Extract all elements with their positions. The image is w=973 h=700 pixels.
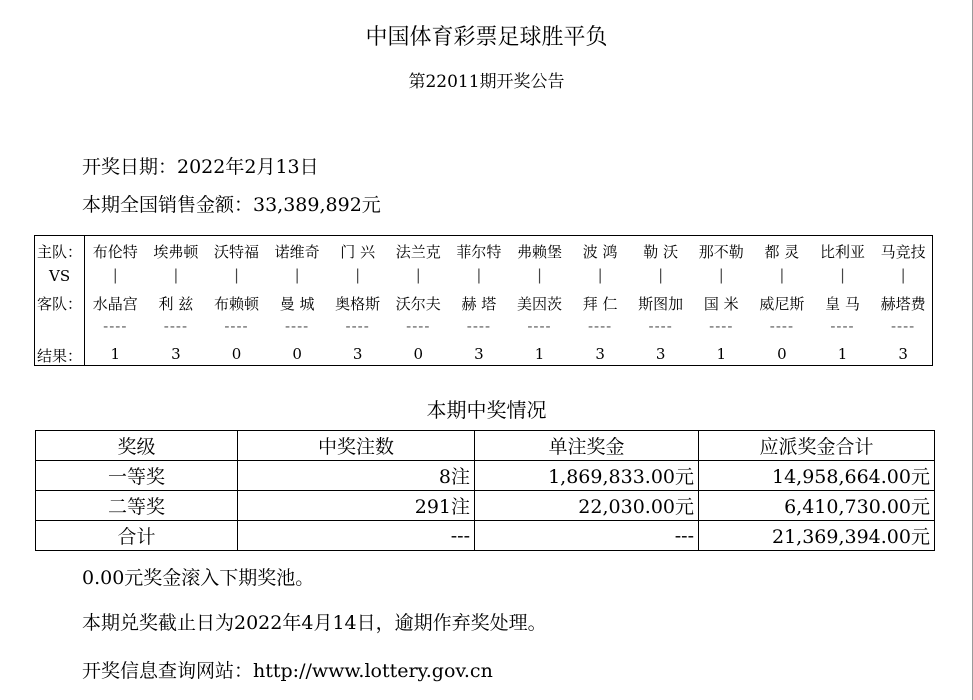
home-team: 波 鸿 (582, 243, 618, 261)
match-result: 3 (352, 345, 363, 363)
away-team: 水晶宫 (92, 295, 138, 313)
vs-divider: | (839, 266, 846, 284)
total-prize: 14,958,664.00元 (699, 461, 935, 491)
unit-prize: 1,869,833.00元 (475, 461, 699, 491)
vs-label: VS (49, 267, 71, 285)
separator: ---- (466, 317, 492, 335)
total-prize: 6,410,730.00元 (699, 491, 935, 521)
match-result: 0 (292, 345, 302, 363)
away-team: 斯图加 (638, 295, 684, 313)
match-result: 3 (171, 345, 181, 363)
away-team: 曼 城 (279, 295, 315, 313)
match-result: 1 (837, 345, 848, 363)
home-team: 弗赖堡 (516, 243, 562, 261)
away-team: 利 兹 (158, 295, 194, 313)
home-team: 门 兴 (340, 243, 376, 261)
winner-count: 291注 (238, 491, 475, 521)
vs-divider: | (718, 266, 724, 284)
prize-section-title: 本期中奖情况 (426, 398, 547, 422)
table-row-total (36, 521, 935, 551)
match-column (691, 236, 752, 365)
match-result: 1 (534, 345, 545, 363)
separator: ---- (648, 317, 673, 335)
prize-level: 一等奖 (36, 461, 238, 491)
col-header-total: 应派奖金合计 (699, 431, 935, 461)
vs-divider: | (597, 266, 603, 284)
home-team: 比利亚 (819, 243, 865, 261)
col-header-level: 奖级 (36, 431, 238, 461)
separator: ---- (163, 317, 189, 335)
home-team: 埃弗顿 (153, 243, 199, 261)
match-column (146, 236, 207, 365)
match-column (812, 236, 873, 365)
away-team: 美因茨 (516, 295, 562, 313)
match-result: 1 (110, 345, 121, 363)
away-team: 赫塔费 (880, 295, 926, 313)
separator: ---- (890, 317, 916, 335)
separator: ---- (345, 317, 370, 335)
separator: ---- (406, 317, 431, 335)
winner-count: --- (238, 521, 475, 551)
separator: ---- (587, 317, 613, 335)
separator: ---- (527, 317, 552, 335)
away-team: 威尼斯 (759, 295, 805, 313)
match-column (630, 236, 691, 365)
home-team: 勒 沃 (643, 243, 679, 261)
deadline-note: 本期兑奖截止日为2022年4月14日，逾期作弃奖处理。 (82, 612, 547, 634)
match-column (267, 236, 328, 365)
away-team: 国 米 (703, 295, 739, 313)
match-result: 3 (898, 345, 908, 363)
away-team: 拜 仁 (582, 295, 618, 313)
away-label: 客队： (37, 295, 83, 313)
vs-divider: | (476, 266, 482, 284)
match-result: 0 (413, 345, 424, 363)
page-title: 中国体育彩票足球胜平负 (365, 25, 608, 50)
vs-divider: | (173, 266, 179, 284)
match-column (327, 236, 388, 365)
separator: ---- (709, 317, 734, 335)
match-result: 0 (231, 345, 242, 363)
prize-table (35, 430, 935, 551)
vs-divider: | (112, 266, 118, 284)
home-team: 布伦特 (92, 243, 138, 261)
separator: ---- (103, 317, 128, 335)
table-row (36, 491, 935, 521)
col-header-unit-prize: 单注奖金 (475, 431, 699, 461)
home-team: 沃特福 (213, 243, 259, 261)
away-team: 布赖顿 (213, 295, 259, 313)
home-team: 诺维奇 (274, 243, 320, 261)
website-note: 开奖信息查询网站：http://www.lottery.gov.cn (82, 660, 493, 682)
match-column (449, 236, 510, 365)
unit-prize: --- (475, 521, 699, 551)
match-result: 1 (716, 345, 727, 363)
winner-count: 8注 (238, 461, 475, 491)
match-column (752, 236, 813, 365)
home-team: 都 灵 (764, 243, 800, 261)
total-prize: 21,369,394.00元 (699, 521, 935, 551)
vs-divider: | (355, 266, 361, 284)
vs-divider: | (233, 266, 240, 284)
match-result: 3 (655, 345, 666, 363)
separator: ---- (830, 317, 855, 335)
match-column (873, 236, 934, 365)
home-team: 法兰克 (395, 243, 441, 261)
away-team: 赫 塔 (461, 295, 497, 313)
sales-amount: 本期全国销售金额：33,389,892元 (82, 194, 381, 216)
result-label: 结果： (37, 347, 83, 365)
issue-subtitle: 第22011期开奖公告 (408, 72, 565, 92)
prize-table-header (36, 431, 935, 461)
home-team: 马竞技 (880, 243, 926, 261)
away-team: 奥格斯 (335, 295, 381, 313)
away-team: 皇 马 (825, 295, 860, 313)
match-results-table (34, 235, 933, 366)
away-team: 沃尔夫 (395, 295, 441, 313)
separator: ---- (224, 317, 249, 335)
prize-level: 二等奖 (36, 491, 238, 521)
prize-level: 合计 (36, 521, 238, 551)
col-header-count: 中奖注数 (238, 431, 475, 461)
home-label: 主队： (37, 243, 83, 261)
vs-divider: | (900, 266, 906, 284)
separator: ---- (284, 317, 310, 335)
table-row (36, 461, 935, 491)
match-column (570, 236, 631, 365)
match-result: 3 (474, 345, 484, 363)
match-result: 3 (595, 345, 605, 363)
vs-divider: | (415, 266, 421, 284)
home-team: 菲尔特 (456, 243, 502, 261)
unit-prize: 22,030.00元 (475, 491, 699, 521)
separator: ---- (769, 317, 795, 335)
match-column (388, 236, 449, 365)
rollover-note: 0.00元奖金滚入下期奖池。 (82, 567, 315, 589)
match-column (85, 236, 146, 365)
match-result: 0 (777, 345, 787, 363)
vs-divider: | (779, 266, 785, 284)
match-row-labels (35, 236, 85, 365)
match-column (206, 236, 267, 365)
vs-divider: | (658, 266, 664, 284)
draw-date: 开奖日期：2022年2月13日 (82, 156, 319, 178)
vs-divider: | (536, 266, 543, 284)
match-column (509, 236, 570, 365)
vs-divider: | (294, 266, 300, 284)
home-team: 那不勒 (698, 243, 744, 261)
